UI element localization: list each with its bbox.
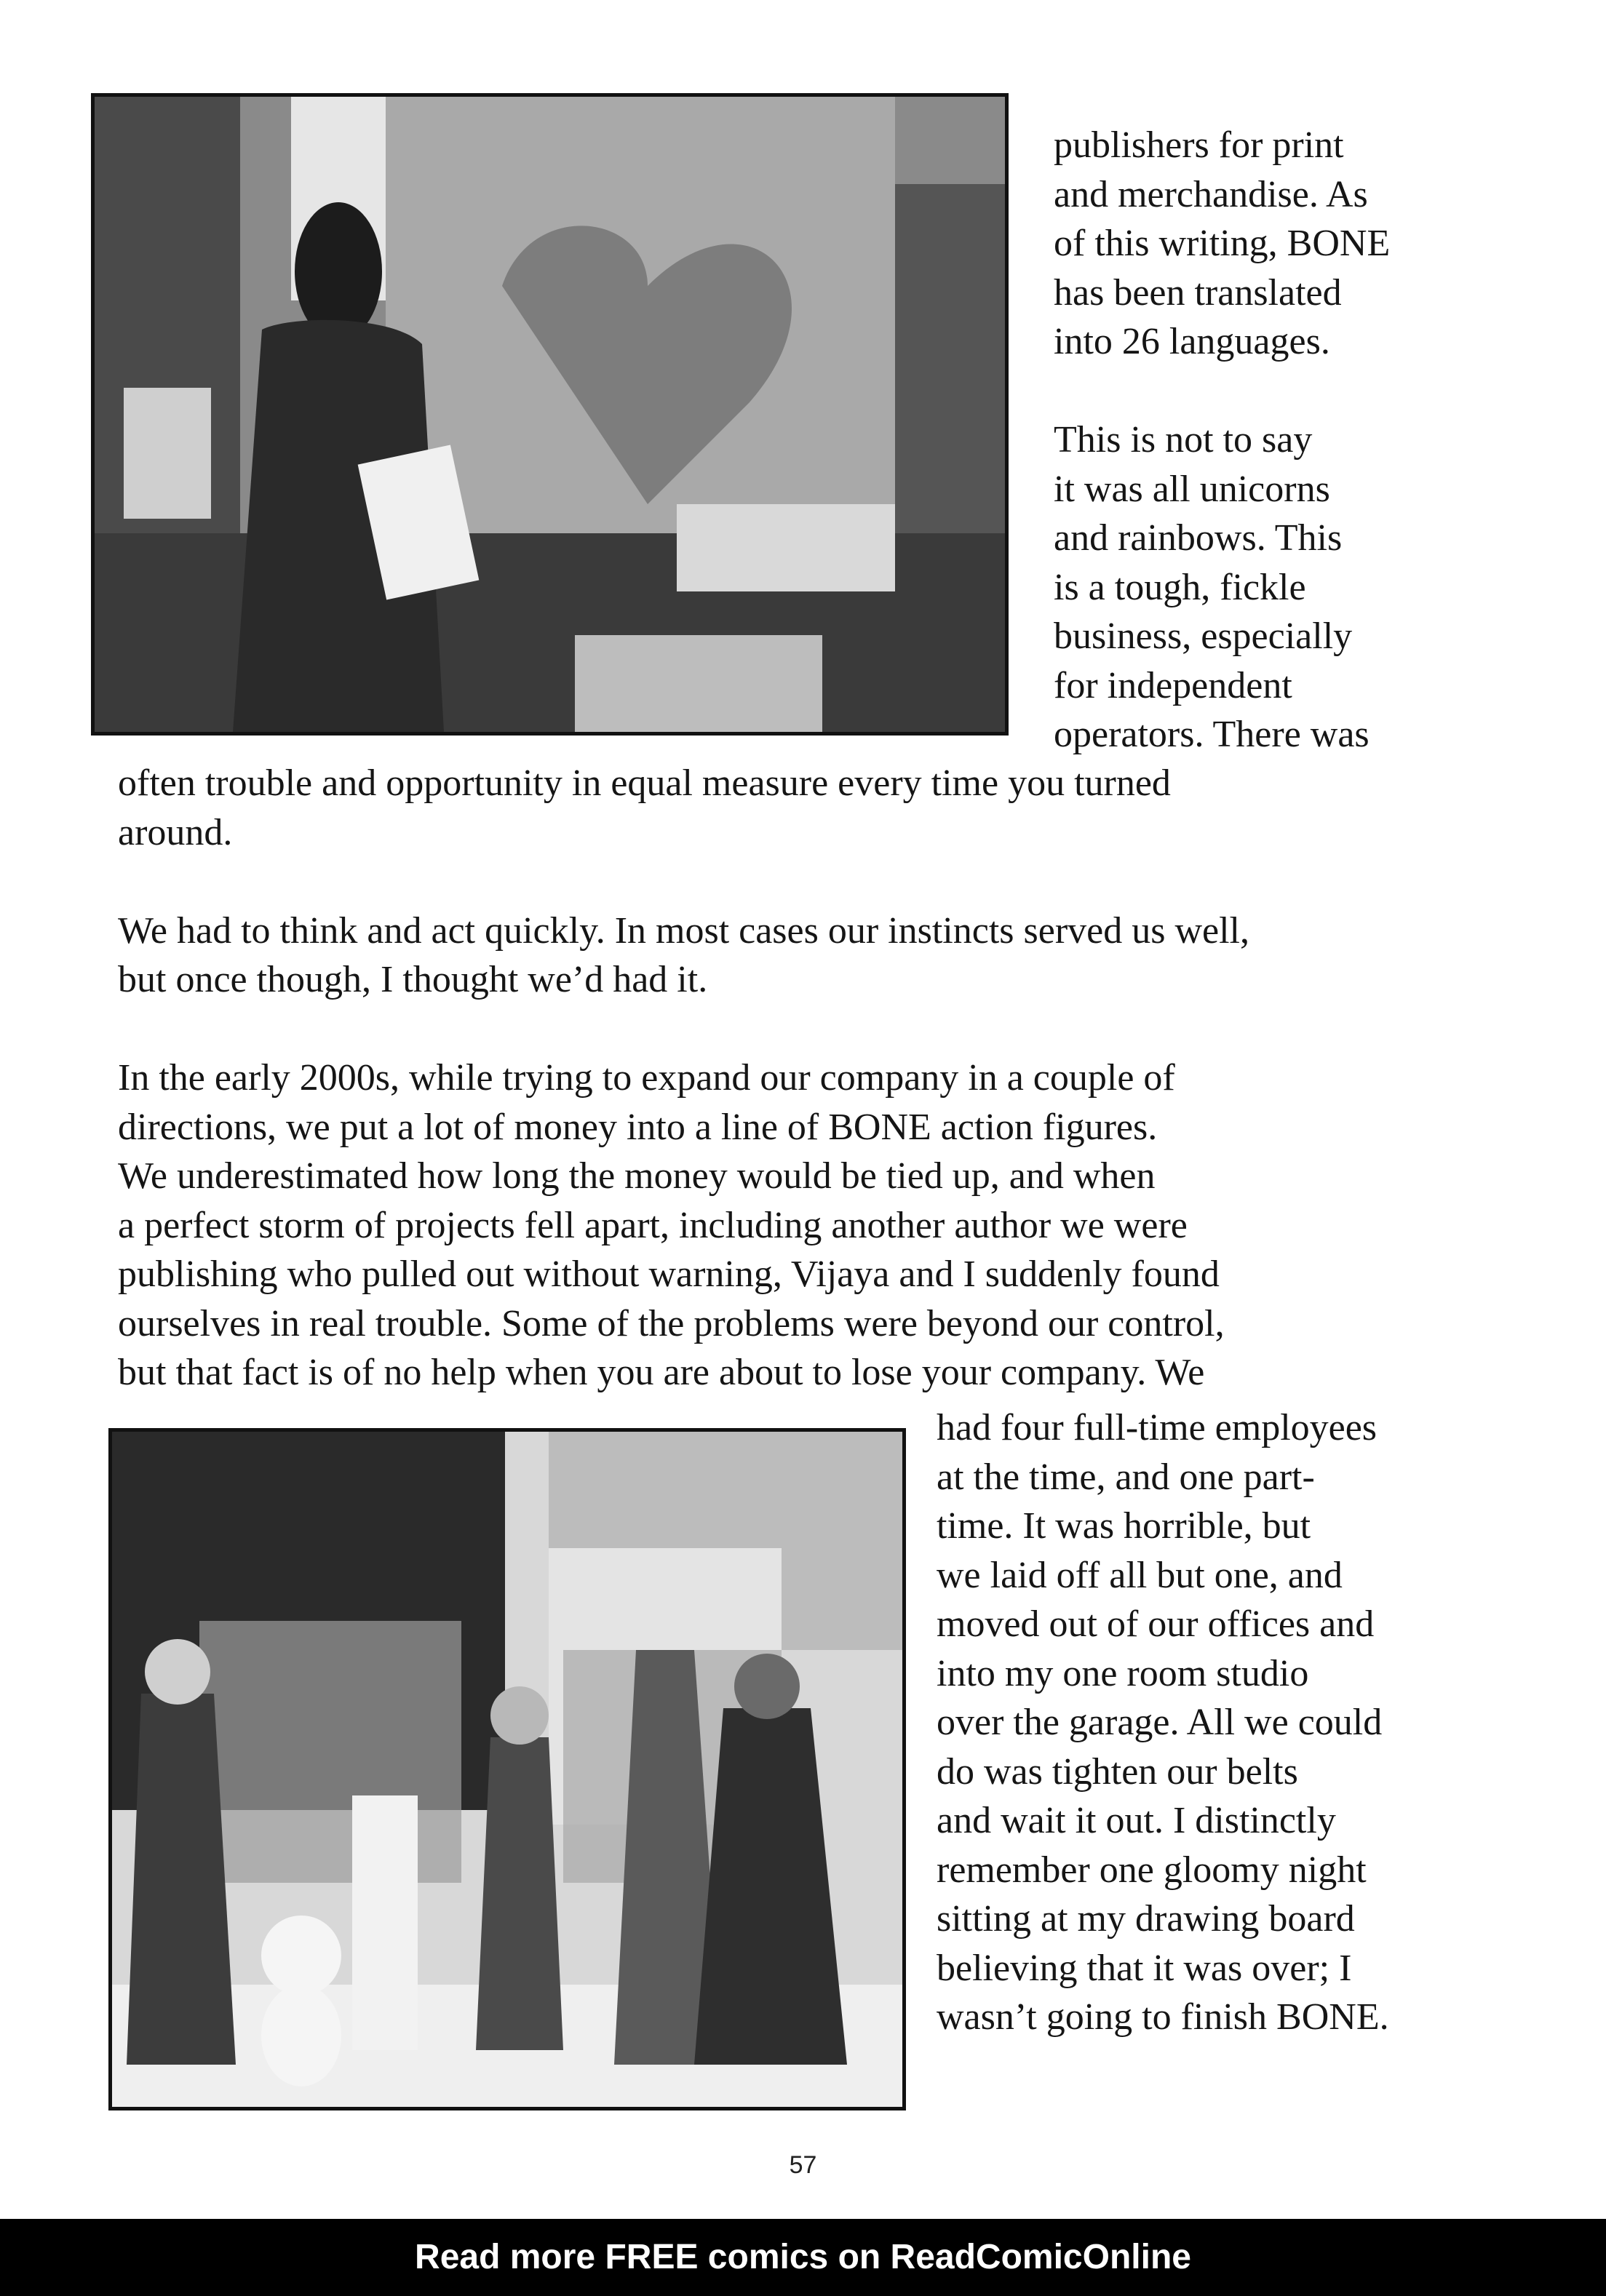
text-line: moved out of our offices and (937, 1603, 1375, 1645)
text-line: We underestimated how long the money would be tied up, and when (118, 1155, 1156, 1197)
text-line: had four full-time employees (937, 1407, 1378, 1448)
text-line: publishing who pulled out without warning, Vijaya and I suddenly found (118, 1253, 1220, 1295)
text-line: In the early 2000s, while trying to expand our company in a couple of (118, 1057, 1175, 1099)
promo-banner-text[interactable]: Read more FREE comics on ReadComicOnline (415, 2238, 1191, 2276)
page-number: 57 (789, 2151, 817, 2179)
photo-action-figures-icon (112, 1432, 902, 2107)
text-line (118, 1005, 1249, 1054)
text-line: directions, we put a lot of money into a line of BONE action figures. (118, 1106, 1158, 1148)
text-line: time. It was horrible, but (937, 1505, 1311, 1547)
text-line: for independent (1054, 664, 1292, 706)
text-line: sitting at my drawing board (937, 1898, 1355, 1940)
text-line: often trouble and opportunity in equal measure every time you turned (118, 762, 1171, 804)
text-line: and merchandise. As (1054, 173, 1368, 215)
action-figures-photo (108, 1428, 906, 2110)
text-line: do was tighten our belts (937, 1750, 1298, 1793)
text-line: it was all unicorns (1054, 468, 1330, 510)
text-line: ourselves in real trouble. Some of the problems were beyond our control, (118, 1302, 1225, 1344)
column-right-bottom (937, 1403, 1389, 2042)
text-line: a perfect storm of projects fell apart, including another author we were (118, 1204, 1188, 1246)
text-line: we laid off all but one, and (937, 1554, 1343, 1596)
photo-woman-in-office-icon (95, 97, 1005, 732)
text-line: business, especially (1054, 615, 1353, 657)
text-line: has been translated (1054, 271, 1342, 314)
text-line: and rainbows. This (1054, 517, 1343, 559)
text-line: around. (118, 811, 233, 853)
text-line (1054, 367, 1390, 416)
text-line: of this writing, BONE (1054, 223, 1391, 264)
text-line: over the garage. All we could (937, 1702, 1383, 1743)
text-line: operators. There was (1054, 714, 1370, 755)
text-line: into my one room studio (937, 1652, 1309, 1694)
text-line: believing that it was over; I (937, 1947, 1352, 1989)
text-line: into 26 languages. (1054, 321, 1330, 362)
text-line: This is not to say (1054, 419, 1313, 461)
promo-banner[interactable] (0, 2219, 1606, 2296)
text-line: but once though, I thought we’d had it. (118, 959, 708, 1000)
text-line: at the time, and one part- (937, 1456, 1315, 1498)
text-line: wasn’t going to finish BONE. (937, 1996, 1389, 2038)
text-line: but that fact is of no help when you are about to lose your company. We (118, 1352, 1205, 1393)
full-width-text (118, 759, 1249, 1398)
office-photo (91, 93, 1009, 736)
text-line (118, 857, 1249, 906)
column-right-top (1054, 121, 1390, 760)
text-line: is a tough, fickle (1054, 566, 1306, 608)
text-line: remember one gloomy night (937, 1849, 1367, 1891)
text-line: and wait it out. I distinctly (937, 1800, 1336, 1841)
text-line: publishers for print (1054, 124, 1344, 166)
text-line: We had to think and act quickly. In most cases our instincts served us well, (118, 909, 1249, 952)
